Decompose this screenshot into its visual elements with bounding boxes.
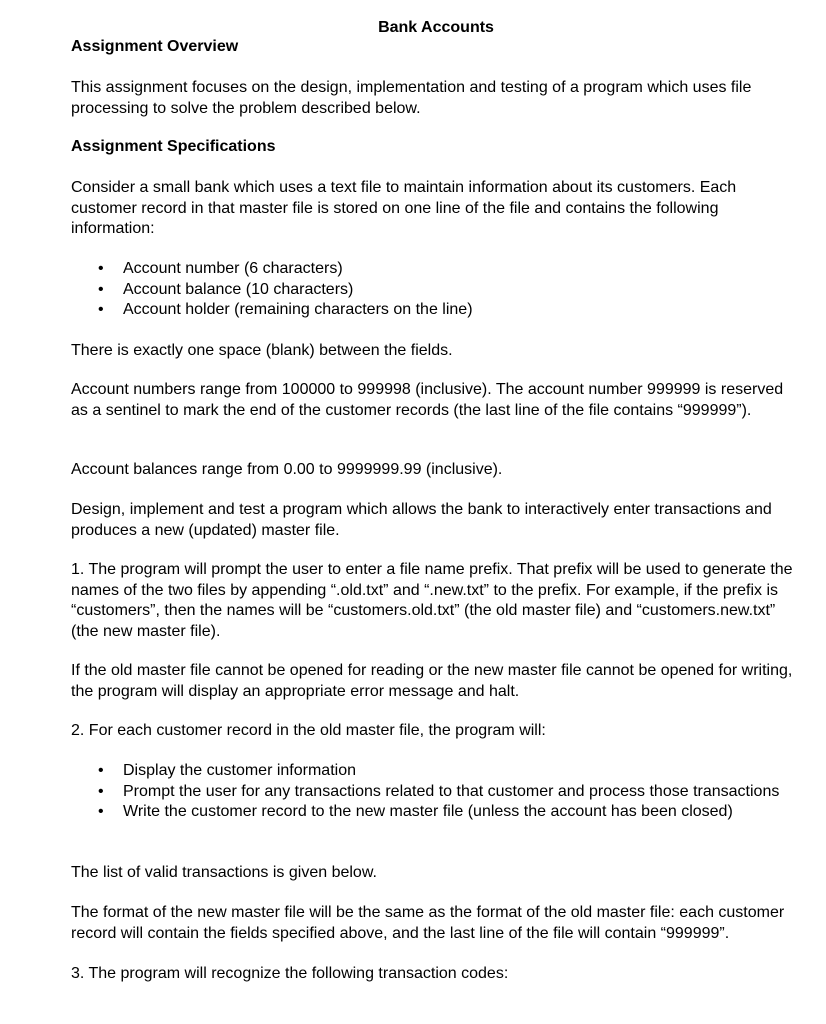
balance-range-paragraph: Account balances range from 0.00 to 9999999.99 (inclusive).	[71, 461, 503, 478]
document-title: Bank Accounts	[378, 19, 494, 36]
step-2-paragraph: 2. For each customer record in the old master file, the program will:	[71, 722, 546, 739]
list-item: • Account balance (10 characters)	[71, 280, 801, 301]
account-range-paragraph: Account numbers range from 100000 to 999998 (inclusive). The account number 999999 is reserved as a sentinel to mark the end of the customer records (the last line of the file contains “999999”).	[71, 381, 784, 419]
spacing-paragraph: There is exactly one space (blank) between the fields.	[71, 342, 453, 359]
step-3-paragraph: 3. The program will recognize the following transaction codes:	[71, 965, 509, 982]
overview-paragraph: This assignment focuses on the design, implementation and testing of a program which uses file processing to solve the problem described below.	[71, 79, 752, 117]
specifications-heading: Assignment Specifications	[71, 138, 276, 155]
design-paragraph: Design, implement and test a program which allows the bank to interactively enter transactions and produces a new (updated) master file.	[71, 501, 772, 539]
record-fields-list	[71, 259, 801, 321]
format-paragraph: The format of the new master file will be the same as the format of the old master file: each customer record will contain the fields specified above, and the last line of the file will contain “999999”.	[71, 904, 785, 942]
list-item: • Prompt the user for any transactions related to that customer and process those transactions	[71, 782, 801, 803]
list-item: • Display the customer information	[71, 761, 801, 782]
error-paragraph: If the old master file cannot be opened for reading or the new master file cannot be opened for writing, the program will display an appropriate error message and halt.	[71, 662, 793, 700]
valid-transactions-paragraph: The list of valid transactions is given below.	[71, 864, 377, 881]
list-item: • Account number (6 characters)	[71, 259, 801, 280]
spec-intro-paragraph: Consider a small bank which uses a text file to maintain information about its customers. Each customer record in that master file is stored on one line of the file and contains the following information:	[71, 179, 737, 237]
list-item: • Write the customer record to the new master file (unless the account has been closed)	[71, 802, 801, 823]
overview-heading: Assignment Overview	[71, 38, 239, 55]
list-item: • Account holder (remaining characters on the line)	[71, 300, 801, 321]
step-2-list	[71, 761, 801, 823]
step-1-paragraph: 1. The program will prompt the user to enter a file name prefix. That prefix will be used to generate the names of the two files by appending “.old.txt” and “.new.txt” to the prefix. For example, if the prefix is “customers”, then the names will be “customers.old.txt” (the old master file) and “customers.new.txt” (the new master file).	[71, 561, 793, 640]
